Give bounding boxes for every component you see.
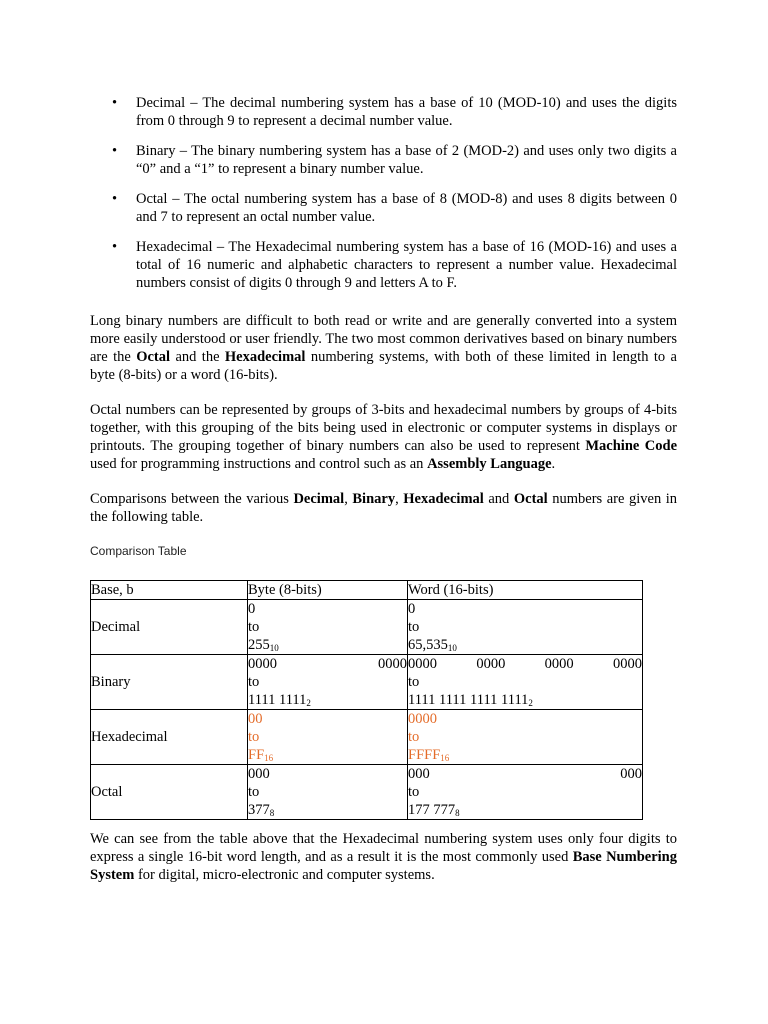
row-label-hexadecimal: Hexadecimal xyxy=(91,710,248,765)
nibble: 0000 xyxy=(476,656,506,672)
list-item xyxy=(90,238,677,292)
cell-binary-byte xyxy=(248,655,408,710)
table-row xyxy=(91,710,643,765)
table-row xyxy=(91,765,643,820)
range-end xyxy=(248,691,407,709)
nibble: 0000 xyxy=(544,656,574,672)
cell-hex-byte xyxy=(248,710,408,765)
base-subscript: 16 xyxy=(264,753,274,763)
text-run: and xyxy=(483,491,514,507)
text-run: Octal numbers can be represented by groups of 3-bits and hexadecimal numbers by groups of 4-bits together, with this grouping of the bits being used in electronic or computer systems in displays or printouts. The grouping together of binary numbers can also be used to represent xyxy=(90,402,677,454)
bold-term-decimal: Decimal xyxy=(293,491,345,507)
cell-hex-word xyxy=(408,710,643,765)
table-caption: Comparison Table xyxy=(90,544,187,558)
bullet-text-octal: Octal – The octal numbering system has a base of 8 (MOD-8) and uses 8 digits between 0 and 7 to represent an octal number value. xyxy=(136,191,677,225)
list-item xyxy=(90,190,677,226)
text-run: We can see from the table above that the Hexadecimal numbering system uses only four digits to express a single 16-bit word length, and as a result it is the most commonly used xyxy=(90,831,677,865)
paragraph-comparisons xyxy=(90,490,677,526)
range-to-word: to xyxy=(408,729,420,745)
range-end xyxy=(408,636,642,654)
range-end-value: 1111 1111 xyxy=(248,692,307,708)
bullet-icon: • xyxy=(112,95,118,111)
table-row xyxy=(91,655,643,710)
range-to-word: to xyxy=(248,619,260,635)
range-end-value: FFFF xyxy=(408,747,441,763)
base-subscript: 10 xyxy=(447,643,457,653)
text-run: , xyxy=(344,491,353,507)
range-end xyxy=(248,636,407,654)
bullet-icon: • xyxy=(112,191,118,207)
text-run: for digital, micro-electronic and computer systems. xyxy=(134,867,435,883)
octal-group: 000 xyxy=(620,766,642,782)
bold-term-machine-code: Machine Code xyxy=(585,438,678,454)
range-to-word: to xyxy=(248,674,260,690)
bullet-text-binary: Binary – The binary numbering system has a base of 2 (MOD-2) and uses only two digits a “0” and a “1” to represent a binary number value. xyxy=(136,143,677,177)
bold-term-base-numbering-system: Base Numbering System xyxy=(90,849,677,883)
range-from: 0 xyxy=(408,601,416,617)
text-run: . xyxy=(551,456,556,472)
base-subscript: 10 xyxy=(269,643,279,653)
range-end-value: 177 777 xyxy=(408,802,456,818)
range-to-word: to xyxy=(408,619,420,635)
nibble: 0000 xyxy=(378,656,407,672)
base-subscript: 16 xyxy=(440,753,450,763)
range-to-word: to xyxy=(408,674,420,690)
paragraph-derivatives xyxy=(90,312,677,384)
cell-decimal-byte xyxy=(248,600,408,655)
cell-octal-byte xyxy=(248,765,408,820)
text-run: , xyxy=(395,491,404,507)
range-end xyxy=(408,801,642,819)
text-run: numbers are given in the following table. xyxy=(90,491,678,525)
base-subscript: 2 xyxy=(528,698,533,708)
cell-octal-word xyxy=(408,765,643,820)
bullet-icon: • xyxy=(112,143,118,159)
range-end xyxy=(408,746,642,764)
text-run: numbering systems, with both of these limited in length to a byte (8-bits) or a word (16-bits). xyxy=(90,349,677,383)
document-page xyxy=(90,94,677,901)
bullet-icon: • xyxy=(112,239,118,255)
range-end-value: 377 xyxy=(248,802,270,818)
range-from xyxy=(408,655,642,673)
table-row xyxy=(91,600,643,655)
octal-group: 000 xyxy=(408,766,430,782)
range-from: 000 xyxy=(248,766,270,782)
cell-binary-word xyxy=(408,655,643,710)
range-end xyxy=(248,746,407,764)
base-list xyxy=(90,94,677,292)
list-item xyxy=(90,142,677,178)
base-subscript: 8 xyxy=(455,808,460,818)
range-to-word: to xyxy=(248,784,260,800)
row-label-octal: Octal xyxy=(91,765,248,820)
cell-decimal-word xyxy=(408,600,643,655)
range-from: 0 xyxy=(248,601,256,617)
range-from: 0000 xyxy=(408,711,437,727)
row-label-binary: Binary xyxy=(91,655,248,710)
row-label-decimal: Decimal xyxy=(91,600,248,655)
paragraph-conclusion xyxy=(90,830,677,884)
range-from: 00 xyxy=(248,711,263,727)
bold-term-hexadecimal: Hexadecimal xyxy=(224,349,306,365)
range-end-value: FF xyxy=(248,747,265,763)
range-to-word: to xyxy=(408,784,420,800)
bold-term-binary: Binary xyxy=(352,491,396,507)
range-end xyxy=(248,801,407,819)
bold-term-assembly-language: Assembly Language xyxy=(427,456,552,472)
range-from xyxy=(248,655,407,673)
bullet-text-decimal: Decimal – The decimal numbering system has a base of 10 (MOD-10) and uses the digits from 0 through 9 to represent a decimal number value. xyxy=(136,95,677,129)
range-to-word: to xyxy=(248,729,260,745)
header-cell-word: Word (16-bits) xyxy=(408,581,643,600)
nibble: 0000 xyxy=(248,656,277,672)
header-cell-byte: Byte (8-bits) xyxy=(248,581,408,600)
range-end-value: 255 xyxy=(248,637,270,653)
range-end xyxy=(408,691,642,709)
comparison-table xyxy=(90,580,643,820)
base-subscript: 8 xyxy=(269,808,275,818)
list-item xyxy=(90,94,677,130)
bold-term-octal: Octal xyxy=(136,349,171,365)
table-header-row xyxy=(91,581,643,600)
range-end-value: 1111 1111 1111 1111 xyxy=(408,692,529,708)
nibble: 0000 xyxy=(408,656,437,672)
range-end-value: 65,535 xyxy=(408,637,448,653)
bold-term-hex: Hexadecimal xyxy=(403,491,484,507)
base-subscript: 2 xyxy=(306,698,311,708)
range-from xyxy=(408,765,642,783)
paragraph-grouping xyxy=(90,401,677,473)
text-run: Comparisons between the various xyxy=(90,491,294,507)
bullet-text-hexadecimal: Hexadecimal – The Hexadecimal numbering system has a base of 16 (MOD-16) and uses a total of 16 numeric and alphabetic characters to represent a number value. Hexadecimal numbers consist of digits 0 through 9 and letters A to F. xyxy=(136,239,677,291)
text-run: Long binary numbers are difficult to both read or write and are generally converted into a system more easily understood or user friendly. The two most common derivatives based on binary numbers are the xyxy=(90,313,677,365)
text-run: used for programming instructions and control such as an xyxy=(90,456,428,472)
text-run: and the xyxy=(170,349,225,365)
nibble: 0000 xyxy=(612,656,642,672)
header-cell-base: Base, b xyxy=(91,581,248,600)
bold-term-oct: Octal xyxy=(513,491,548,507)
